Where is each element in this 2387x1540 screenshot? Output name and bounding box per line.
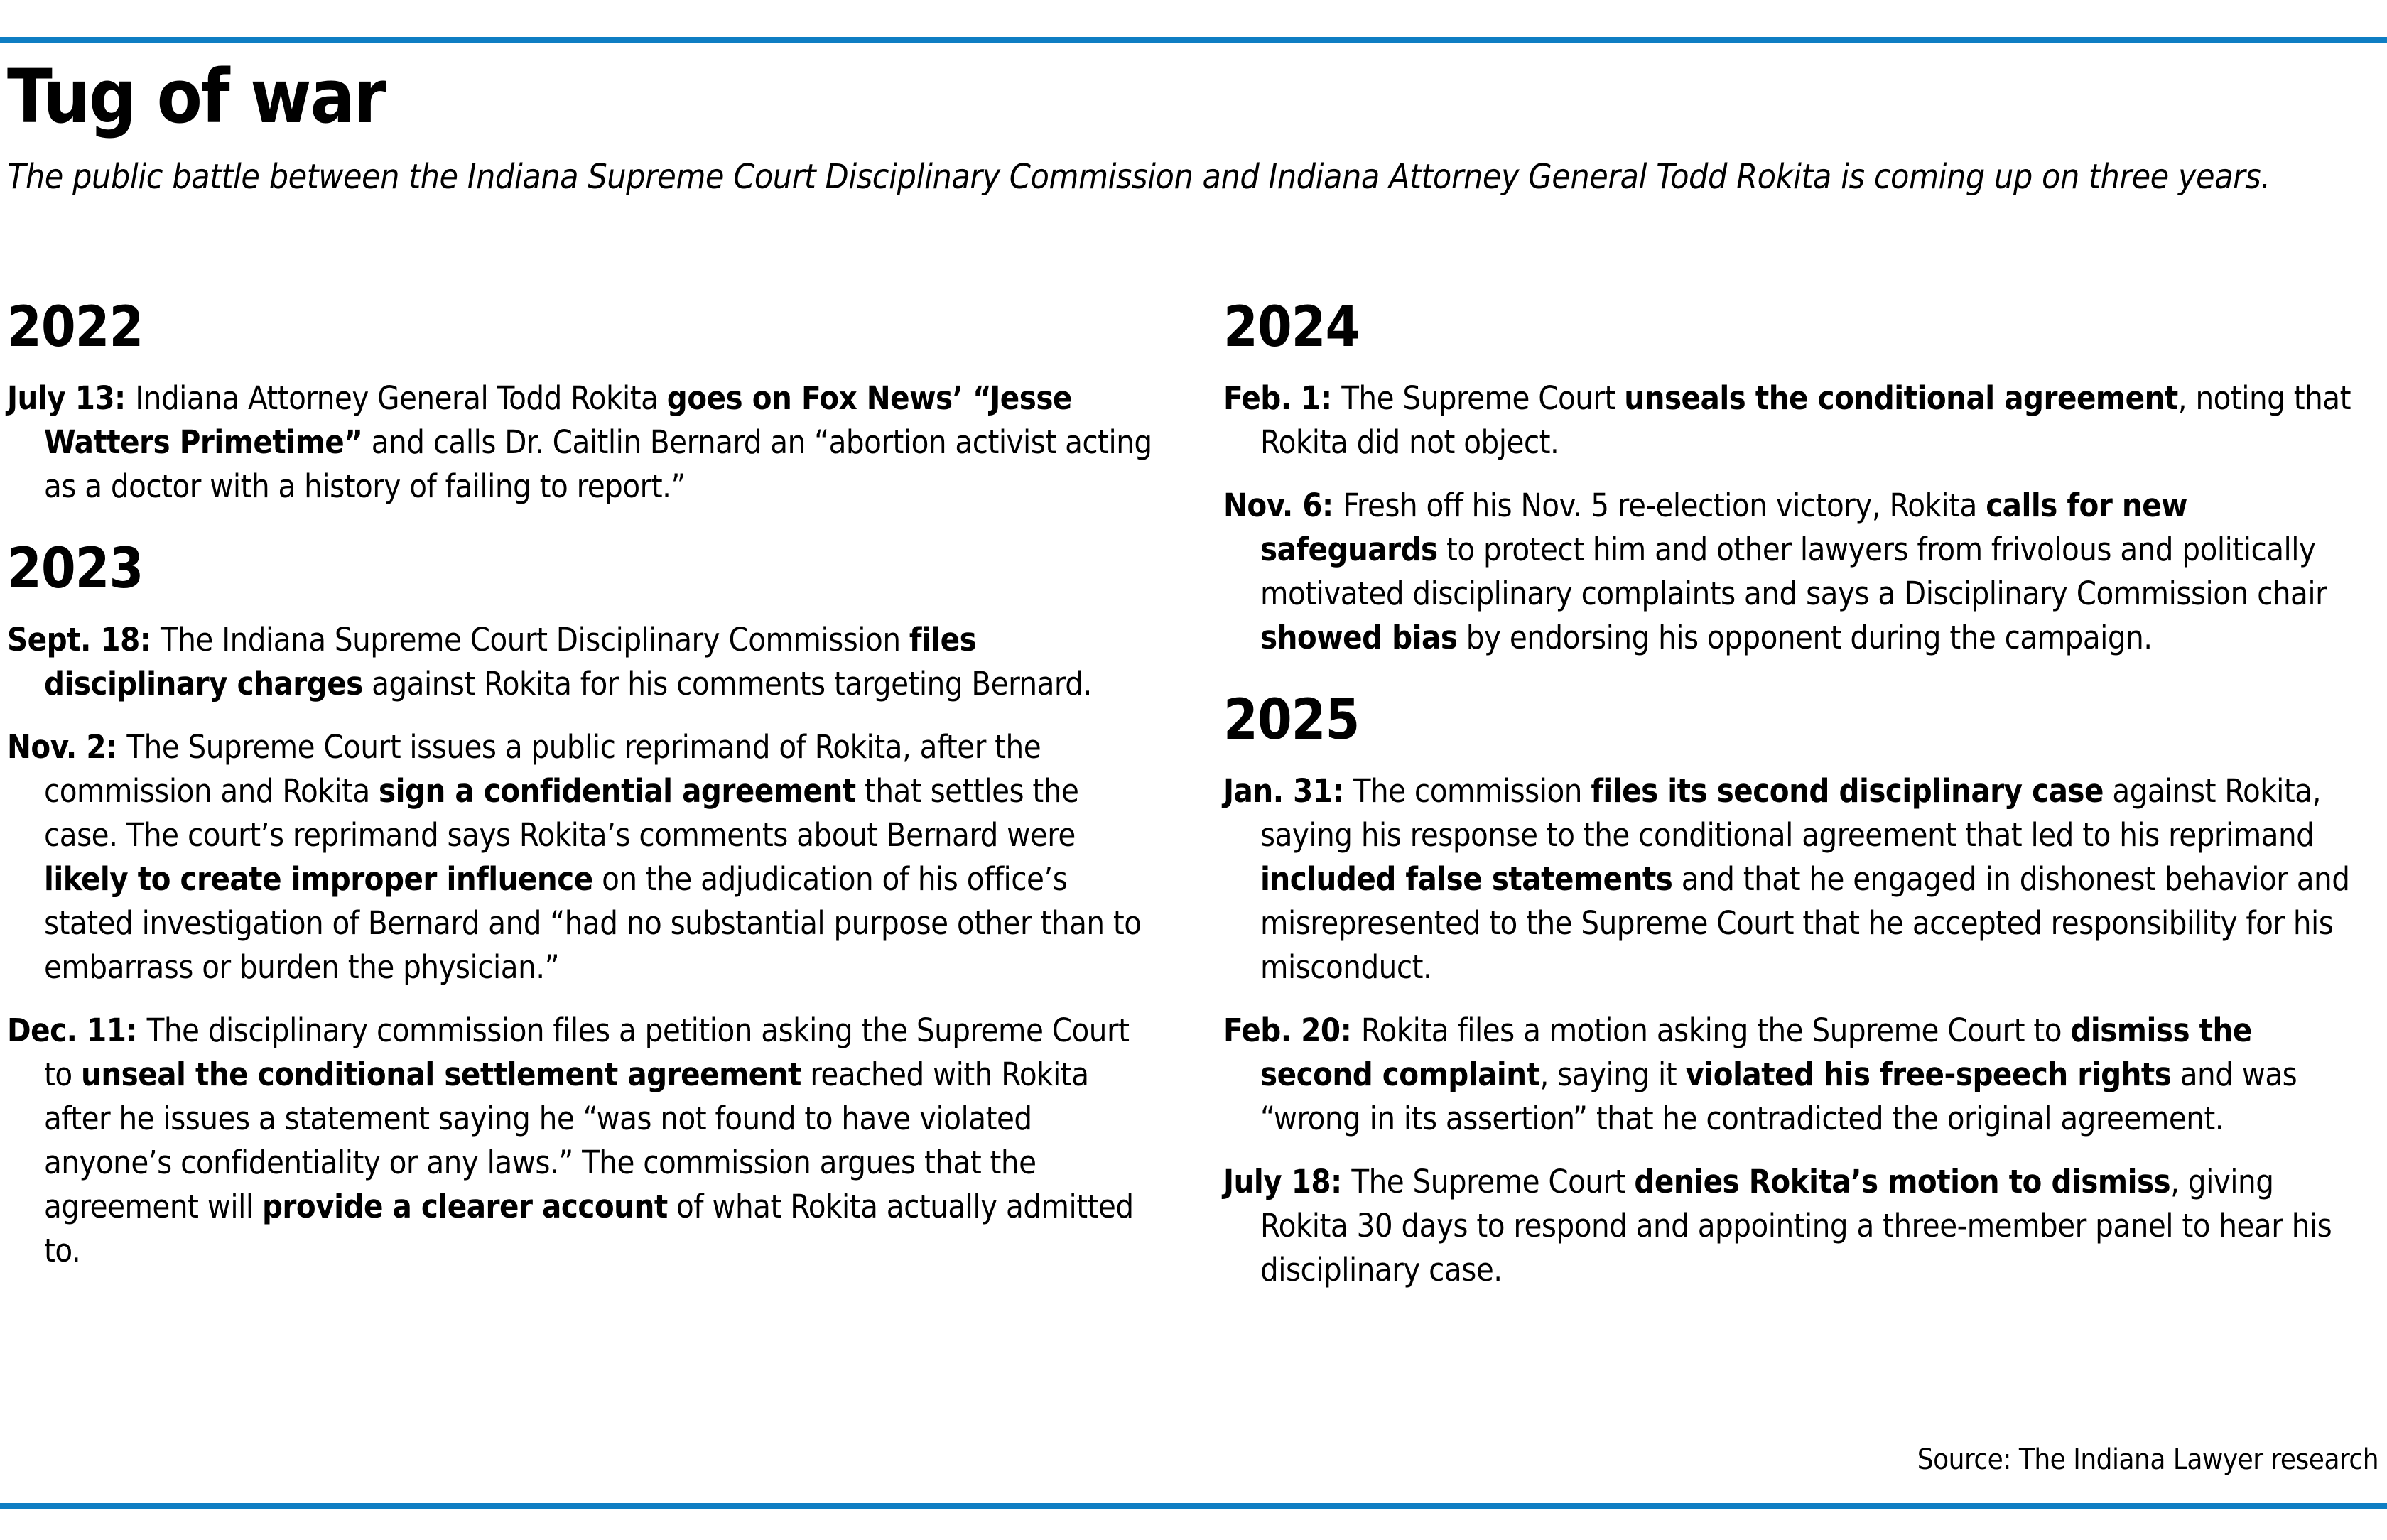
entry-text: Rokita files a motion asking the Supreme Court to <box>1360 1012 2071 1049</box>
entry-text: that settles the case. The court’s reprimand says Rokita’s comments about Bernard were <box>44 772 1079 854</box>
entry-text: , saying it <box>1539 1056 1686 1093</box>
entry-text: against Rokita for his comments targeting Bernard. <box>362 665 1092 703</box>
entry-text: by endorsing his opponent during the campaign. <box>1457 619 2153 656</box>
entry-text-bold: goes on Fox News’ “Jesse Watters Primetime” <box>44 379 1072 461</box>
entry-text: The disciplinary commission files a petition asking the Supreme Court to <box>44 1012 1130 1093</box>
header <box>7 53 2380 198</box>
entry-text-bold: calls for new safeguards <box>1260 487 2188 568</box>
entry-text: and was “wrong in its assertion” that he contradicted the original agreement. <box>1260 1056 2297 1137</box>
entry-text-bold: violated his free-speech rights <box>1685 1056 2172 1093</box>
year-heading: 2024 <box>1223 295 1360 359</box>
top-rule <box>0 37 2387 43</box>
timeline-entry <box>1223 376 2360 465</box>
entry-text-bold: files disciplinary charges <box>44 621 977 703</box>
entry-text: , giving Rokita 30 days to respond and appointing a three-member panel to hear his disciplinary case. <box>1260 1163 2332 1289</box>
source-credit: Source: The Indiana Lawyer research <box>1917 1443 2378 1476</box>
entry-text: , noting that Rokita did not object. <box>1260 379 2351 461</box>
entry-text: reached with Rokita after he issues a statement saying he “was not found to have violated anyone’s confidentiality or any laws.” The commission argues that the agreement will <box>44 1056 1089 1225</box>
entry-text-bold: unseals the conditional agreement <box>1624 379 2178 417</box>
entry-date: Nov. 2: <box>7 728 127 766</box>
timeline-entry <box>7 376 1152 509</box>
timeline-entry <box>1223 1009 2360 1141</box>
entry-text-bold: provide a clearer account <box>261 1188 668 1225</box>
entry-text-bold: showed bias <box>1260 619 1458 656</box>
year-heading: 2025 <box>1223 688 1360 752</box>
entry-text-bold: unseal the conditional settlement agreement <box>80 1056 801 1093</box>
timeline-column-right <box>1223 295 2360 1311</box>
year-heading: 2023 <box>7 537 144 601</box>
page-subtitle: The public battle between the Indiana Supreme Court Disciplinary Commission and Indiana Attorney General Todd Rokita is coming up on three years. <box>7 157 2270 197</box>
entry-text: to protect him and other lawyers from frivolous and politically motivated disciplinary complaints and says a Disciplinary Commission chair <box>1260 531 2327 612</box>
entry-date: Sept. 18: <box>7 621 161 658</box>
entry-text-bold: dismiss the second complaint <box>1260 1012 2252 1093</box>
entry-date: Nov. 6: <box>1223 487 1343 524</box>
entry-text: The Supreme Court issues a public reprimand of Rokita, after the commission and Rokita <box>44 728 1041 810</box>
entry-text: The Indiana Supreme Court Disciplinary Commission <box>161 621 909 658</box>
entry-date: July 18: <box>1223 1163 1352 1200</box>
entry-text: Fresh off his Nov. 5 re-election victory, Rokita <box>1343 487 1986 524</box>
timeline-entry <box>7 1009 1152 1273</box>
entry-text: Indiana Attorney General Todd Rokita <box>135 379 667 417</box>
timeline-entry <box>1223 484 2360 660</box>
entry-date: Jan. 31: <box>1223 772 1353 810</box>
timeline-column-left <box>7 295 1152 1292</box>
entry-text: on the adjudication of his office’s stated investigation of Bernard and “had no substantial purpose other than to embarrass or burden the physician.” <box>44 860 1142 986</box>
timeline-entry <box>7 618 1152 706</box>
entry-text: The commission <box>1353 772 1591 810</box>
entry-text: and that he engaged in dishonest behavior and misrepresented to the Supreme Court that he accepted responsibility for his misconduct. <box>1260 860 2350 986</box>
entry-text-bold: files its second disciplinary case <box>1591 772 2104 810</box>
entry-text: The Supreme Court <box>1351 1163 1635 1200</box>
entry-text-bold: likely to create improper influence <box>44 860 593 898</box>
timeline-entry <box>7 725 1152 989</box>
timeline-entry <box>1223 1160 2360 1292</box>
entry-date: July 13: <box>7 379 136 417</box>
entry-text: The Supreme Court <box>1341 379 1625 417</box>
entry-text: against Rokita, saying his response to the conditional agreement that led to his reprimand <box>1260 772 2321 854</box>
bottom-rule <box>0 1503 2387 1509</box>
entry-text-bold: sign a confidential agreement <box>379 772 856 810</box>
entry-text: of what Rokita actually admitted to. <box>44 1188 1134 1269</box>
year-heading: 2022 <box>7 295 144 359</box>
page-title: Tug of war <box>7 53 385 140</box>
timeline-entry <box>1223 769 2360 989</box>
entry-text: and calls Dr. Caitlin Bernard an “abortion activist acting as a doctor with a history of failing to report.” <box>44 423 1152 505</box>
entry-text-bold: included false statements <box>1260 860 1673 898</box>
entry-text-bold: denies Rokita’s motion to dismiss <box>1634 1163 2171 1200</box>
entry-date: Feb. 1: <box>1223 379 1342 417</box>
entry-date: Feb. 20: <box>1223 1012 1361 1049</box>
entry-date: Dec. 11: <box>7 1012 147 1049</box>
